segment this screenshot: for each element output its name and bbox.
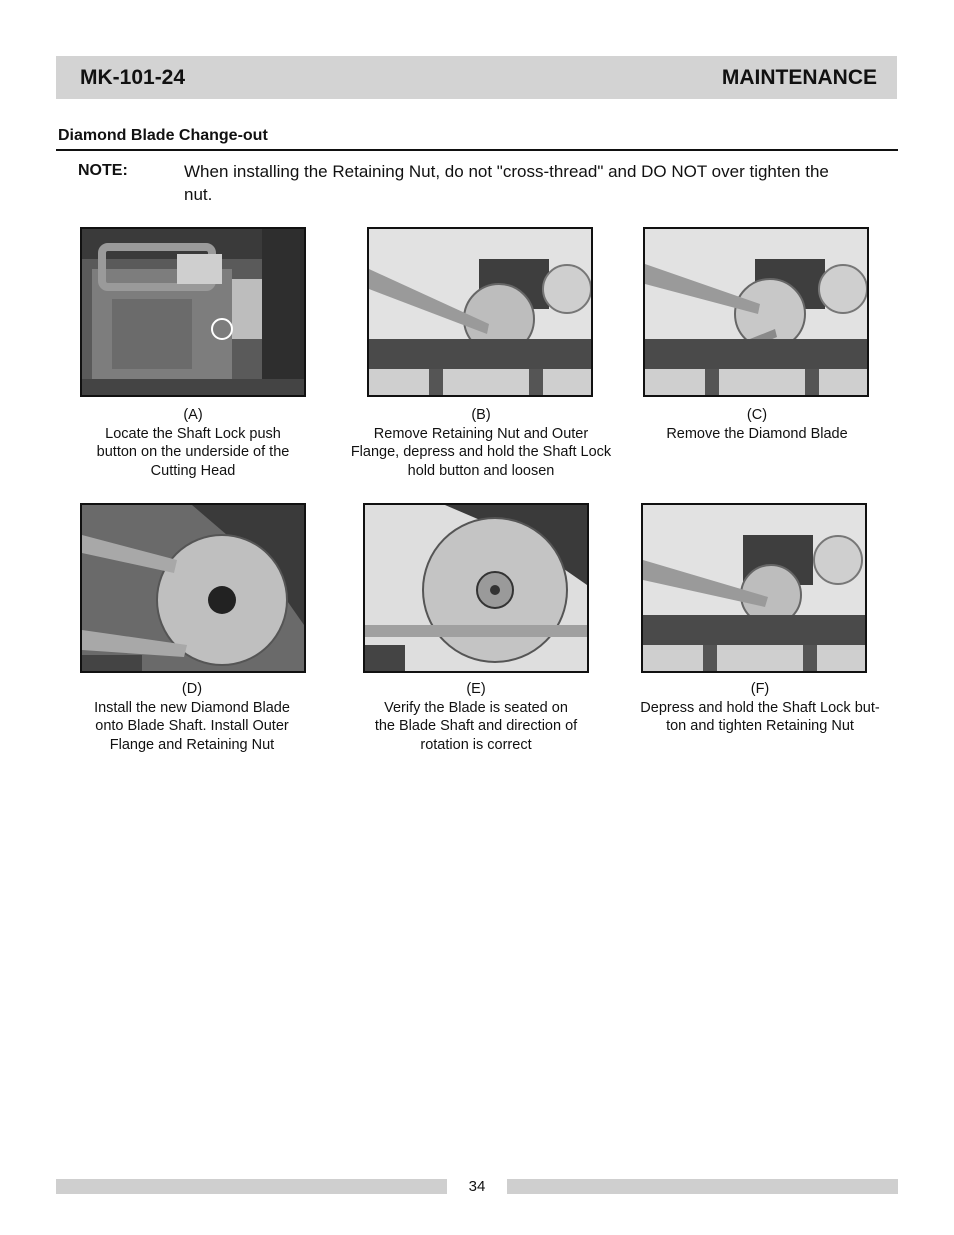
- caption-b-line: Remove Retaining Nut and Outer: [373, 425, 589, 442]
- caption-b-line: Flange, depress and hold the Shaft Lock: [350, 444, 612, 460]
- note-text: When installing the Retaining Nut, do not "cross-thread" and DO NOT over tighten the nut.: [184, 162, 829, 204]
- section-divider: [56, 149, 898, 151]
- footer-bar-left: [56, 1179, 447, 1194]
- model-number: MK-101-24: [80, 66, 186, 89]
- footer-bar-right: [507, 1179, 898, 1194]
- caption-e: [346, 680, 606, 754]
- caption-a-line: Locate the Shaft Lock push: [105, 425, 281, 442]
- section-heading: MAINTENANCE: [721, 66, 877, 89]
- caption-a-line: button on the underside of the: [96, 444, 290, 460]
- section-title: Diamond Blade Change-out: [58, 127, 268, 144]
- caption-d-line: Install the new Diamond Blade: [94, 699, 290, 716]
- caption-e-line: Verify the Blade is seated on: [384, 699, 568, 716]
- caption-c-line: Remove the Diamond Blade: [666, 425, 848, 442]
- caption-d-line: Flange and Retaining Nut: [109, 736, 275, 753]
- caption-a-line: Cutting Head: [150, 462, 236, 479]
- photo-d-install-blade: [80, 503, 306, 673]
- note-label: NOTE:: [78, 162, 128, 179]
- photo-b-remove-nut: [367, 227, 593, 397]
- photo-a-shaft-lock: [80, 227, 306, 397]
- caption-f: [624, 680, 896, 736]
- caption-e-line: rotation is correct: [420, 736, 532, 753]
- caption-c-letter: (C): [746, 407, 768, 423]
- caption-a: [80, 406, 306, 480]
- caption-e-letter: (E): [466, 681, 486, 697]
- caption-a-letter: (A): [183, 407, 203, 423]
- caption-f-letter: (F): [750, 681, 770, 697]
- caption-b: [336, 406, 626, 480]
- caption-d-letter: (D): [181, 681, 203, 697]
- photo-c-remove-blade: [643, 227, 869, 397]
- caption-d: [66, 680, 318, 754]
- caption-c: [632, 406, 882, 443]
- page-number: 34: [468, 1178, 486, 1195]
- header-bar: [56, 56, 897, 99]
- caption-e-line: the Blade Shaft and direction of: [374, 718, 578, 734]
- caption-f-line: Depress and hold the Shaft Lock but-: [640, 699, 880, 716]
- photo-f-tighten-nut: [641, 503, 867, 673]
- caption-b-line: hold button and loosen: [407, 462, 555, 479]
- photo-e-verify-blade: [363, 503, 589, 673]
- caption-b-letter: (B): [471, 407, 491, 423]
- caption-f-line: ton and tighten Retaining Nut: [666, 718, 854, 734]
- caption-d-line: onto Blade Shaft. Install Outer: [95, 718, 289, 734]
